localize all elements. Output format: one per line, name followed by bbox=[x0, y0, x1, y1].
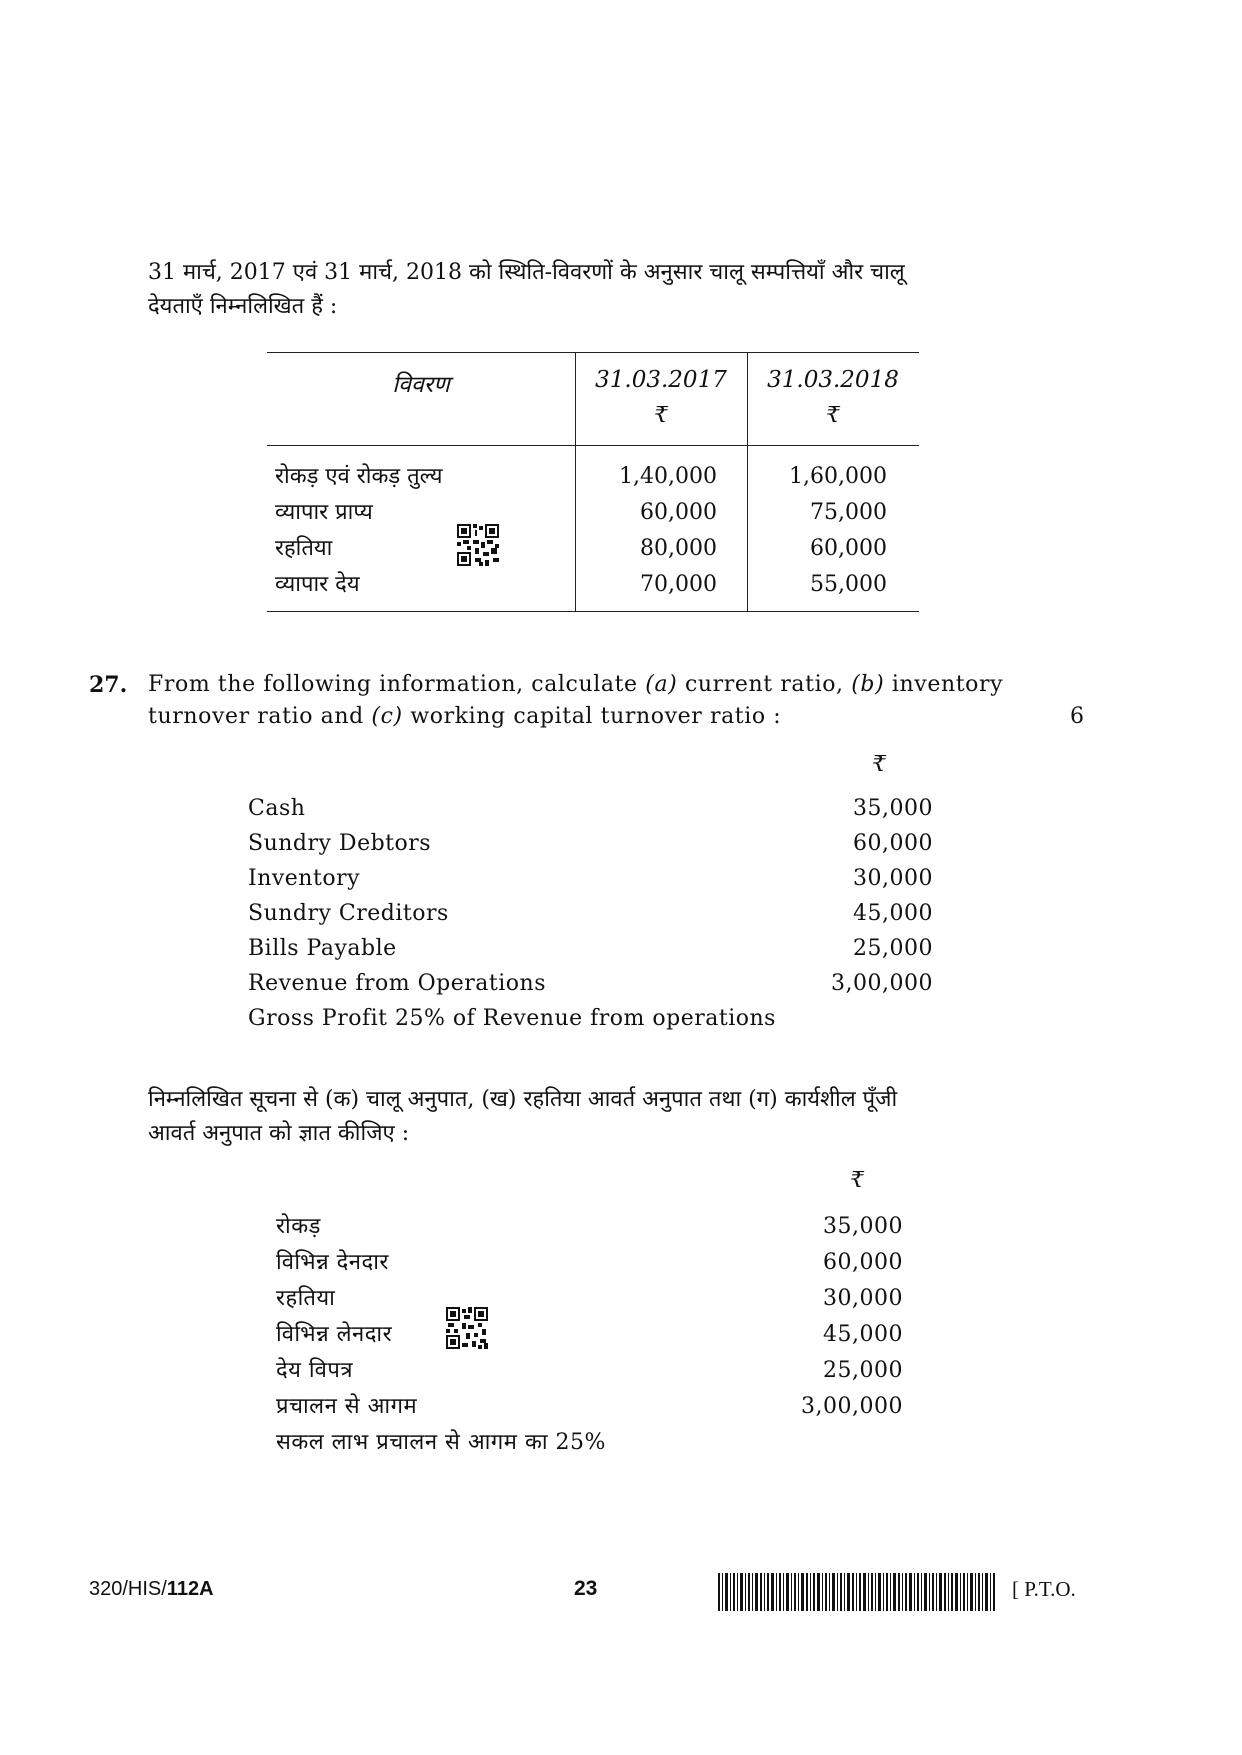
table-cell-2017: 80,000 bbox=[640, 536, 717, 561]
table-cell-2018: 55,000 bbox=[810, 572, 887, 597]
paper-code bbox=[89, 1574, 214, 1604]
question-text: inventory bbox=[891, 672, 1004, 697]
item-label: Inventory bbox=[248, 866, 361, 891]
item-value: 3,00,000 bbox=[831, 971, 933, 996]
question-text: current ratio, bbox=[684, 672, 844, 697]
item-label: Cash bbox=[248, 796, 306, 821]
table-cell-2017: 60,000 bbox=[640, 500, 717, 525]
pto-label: [ P.T.O. bbox=[1012, 1577, 1076, 1601]
table-header-2017: 31.03.2017 bbox=[595, 367, 727, 393]
table-cell-2017: 1,40,000 bbox=[619, 464, 717, 489]
item-label: Sundry Debtors bbox=[248, 831, 432, 856]
item-label: Revenue from Operations bbox=[248, 971, 546, 996]
table-row-label: रोकड़ एवं रोकड़ तुल्य bbox=[275, 464, 443, 489]
table-header-2018: 31.03.2018 bbox=[767, 367, 899, 393]
question-text-line2 bbox=[148, 700, 848, 734]
item-label-hindi: प्रचालन से आगम bbox=[276, 1394, 418, 1419]
barcode-icon bbox=[718, 1573, 996, 1611]
gross-profit-note-hindi: सकल लाभ प्रचालन से आगम का 25% bbox=[276, 1430, 606, 1455]
item-value-hindi: 45,000 bbox=[823, 1322, 903, 1347]
item-value: 30,000 bbox=[853, 866, 933, 891]
question-text-line1 bbox=[148, 668, 1036, 702]
part-c-label: (c) bbox=[371, 704, 403, 729]
question-number: 27. bbox=[89, 672, 128, 698]
paper-code-prefix: 320/HIS/ bbox=[89, 1578, 167, 1600]
table-header-rule bbox=[267, 445, 919, 446]
qr-code-icon bbox=[457, 524, 499, 566]
currency-symbol: ₹ bbox=[654, 403, 668, 428]
item-value-hindi: 35,000 bbox=[823, 1214, 903, 1239]
item-label-hindi: देय विपत्र bbox=[276, 1358, 354, 1383]
question-hindi-line1: निम्नलिखित सूचना से (क) चालू अनुपात, (ख) रहतिया आवर्त अनुपात तथा (ग) कार्यशील पूँजी bbox=[148, 1087, 898, 1112]
item-value-hindi: 30,000 bbox=[823, 1286, 903, 1311]
intro-hindi-line1: 31 मार्च, 2017 एवं 31 मार्च, 2018 को स्थिति-विवरणों के अनुसार चालू सम्पत्तियाँ और चालू bbox=[148, 260, 905, 285]
currency-symbol: ₹ bbox=[872, 752, 886, 777]
part-a-label: (a) bbox=[645, 672, 678, 697]
currency-symbol: ₹ bbox=[850, 1168, 864, 1193]
item-label: Bills Payable bbox=[248, 936, 397, 961]
item-value: 25,000 bbox=[853, 936, 933, 961]
table-header-particulars: विवरण bbox=[392, 372, 450, 398]
question-text: From the following information, calculate bbox=[148, 672, 638, 697]
intro-hindi-line2: देयताएँ निम्नलिखित हैं : bbox=[148, 294, 338, 319]
item-value: 60,000 bbox=[853, 831, 933, 856]
item-value-hindi: 25,000 bbox=[823, 1358, 903, 1383]
question-marks: 6 bbox=[1070, 704, 1084, 729]
item-label-hindi: रोकड़ bbox=[276, 1214, 321, 1239]
page-number: 23 bbox=[574, 1577, 598, 1600]
item-value: 45,000 bbox=[853, 901, 933, 926]
question-hindi-line2: आवर्त अनुपात को ज्ञात कीजिए : bbox=[148, 1121, 410, 1146]
part-b-label: (b) bbox=[851, 672, 885, 697]
current-assets-liabilities-table bbox=[267, 352, 919, 612]
table-cell-2018: 1,60,000 bbox=[789, 464, 887, 489]
table-row-label: व्यापार देय bbox=[275, 572, 360, 597]
table-row-label: व्यापार प्राप्य bbox=[275, 500, 373, 525]
item-label-hindi: विभिन्न देनदार bbox=[276, 1250, 389, 1275]
table-cell-2018: 60,000 bbox=[810, 536, 887, 561]
table-cell-2017: 70,000 bbox=[640, 572, 717, 597]
qr-code-icon bbox=[446, 1307, 488, 1349]
item-value-hindi: 60,000 bbox=[823, 1250, 903, 1275]
table-row-label: रहतिया bbox=[275, 536, 333, 561]
paper-code-suffix: 112A bbox=[166, 1578, 214, 1600]
table-cell-2018: 75,000 bbox=[810, 500, 887, 525]
item-value-hindi: 3,00,000 bbox=[801, 1394, 903, 1419]
item-value: 35,000 bbox=[853, 796, 933, 821]
currency-symbol: ₹ bbox=[826, 403, 840, 428]
item-label-hindi: विभिन्न लेनदार bbox=[276, 1322, 393, 1347]
question-text: turnover ratio and bbox=[148, 704, 364, 729]
item-label-hindi: रहतिया bbox=[276, 1286, 336, 1311]
gross-profit-note: Gross Profit 25% of Revenue from operations bbox=[248, 1006, 776, 1031]
question-text: working capital turnover ratio : bbox=[410, 704, 782, 729]
item-label: Sundry Creditors bbox=[248, 901, 449, 926]
